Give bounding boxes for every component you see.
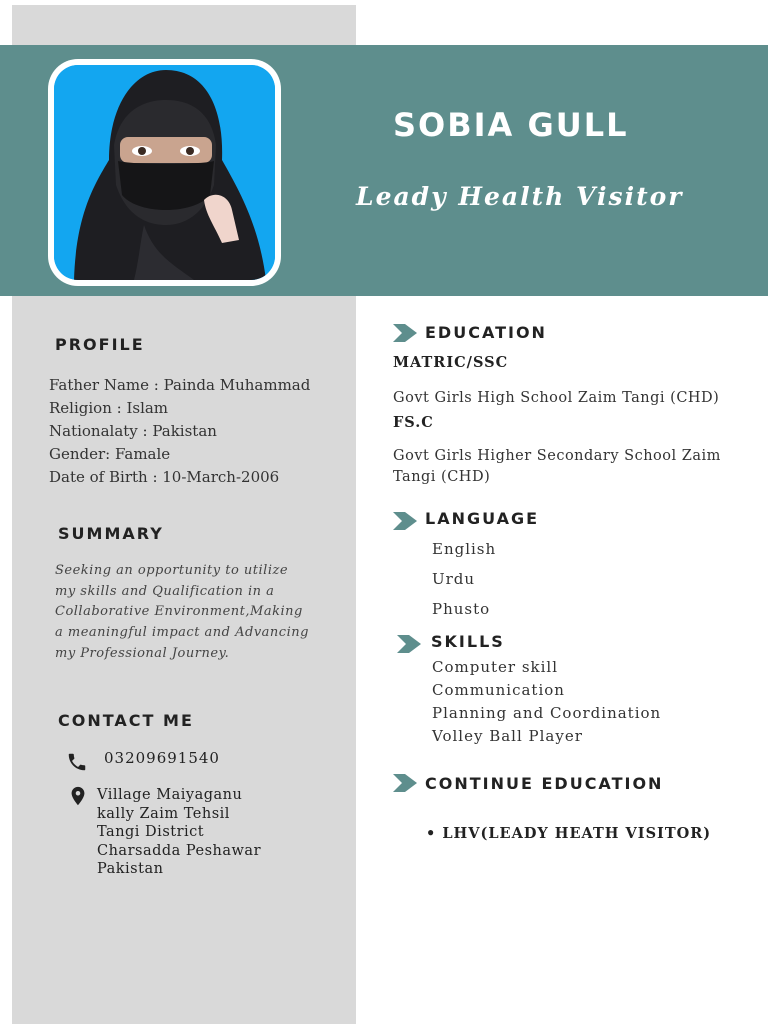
- chevron-right-icon: [393, 324, 417, 342]
- job-title: Leady Health Visitor: [356, 182, 684, 211]
- profile-item: Gender: Famale: [49, 445, 171, 463]
- address: [97, 786, 287, 879]
- summary-text: [55, 561, 345, 665]
- education-degree: MATRIC/SSC: [393, 354, 509, 371]
- summary-heading: SUMMARY: [58, 524, 164, 543]
- language-item: English: [432, 540, 497, 558]
- summary-line: Seeking an opportunity to utilize: [55, 563, 289, 578]
- language-item: Phusto: [432, 600, 491, 618]
- profile-photo-frame: [48, 59, 281, 286]
- phone-number: 03209691540: [104, 749, 220, 767]
- chevron-right-icon: [397, 635, 421, 653]
- skill-item: Planning and Coordination: [432, 704, 662, 722]
- language-list: [432, 534, 496, 624]
- chevron-right-icon: [393, 512, 417, 530]
- summary-line: a meaningful impact and Advancing: [55, 625, 309, 641]
- education-heading: EDUCATION: [425, 323, 547, 342]
- profile-item: Date of Birth : 10-March-2006: [49, 468, 280, 486]
- profile-heading: PROFILE: [55, 335, 145, 354]
- skills-heading: SKILLS: [431, 632, 505, 651]
- profile-item: Father Name : Painda Muhammad: [49, 376, 311, 394]
- chevron-right-icon: [393, 774, 417, 792]
- location-pin-icon: [67, 785, 89, 807]
- address-line: Pakistan: [97, 861, 164, 877]
- skill-item: Communication: [432, 681, 565, 699]
- profile-item: Nationalaty : Pakistan: [49, 422, 217, 440]
- skills-list: [432, 656, 661, 748]
- profile-list: [49, 374, 310, 489]
- summary-line: my Professional Journey.: [55, 645, 230, 661]
- phone-icon: [66, 751, 88, 773]
- address-line: Village Maiyaganu: [97, 787, 243, 803]
- candidate-name: SOBIA GULL: [393, 106, 629, 144]
- education-degree: FS.C: [393, 414, 434, 431]
- profile-photo: [54, 65, 275, 280]
- profile-item: Religion : Islam: [49, 399, 169, 417]
- language-heading: LANGUAGE: [425, 509, 540, 528]
- language-item: Urdu: [432, 570, 476, 588]
- education-school: Govt Girls Higher Secondary School Zaim Tangi (CHD): [393, 448, 721, 485]
- avatar-illustration: [54, 65, 275, 280]
- continue-education-heading: CONTINUE EDUCATION: [425, 774, 664, 793]
- address-line: kally Zaim Tehsil: [97, 805, 230, 822]
- skill-item: Volley Ball Player: [432, 727, 583, 745]
- summary-line: Collaborative Environment,Making: [55, 604, 303, 620]
- address-line: Tangi District: [97, 824, 205, 840]
- skill-item: Computer skill: [432, 658, 559, 676]
- education-school: Govt Girls High School Zaim Tangi (CHD): [393, 390, 720, 406]
- summary-line: my skills and Qualification in a: [55, 583, 275, 599]
- address-line: Charsadda Peshawar: [97, 842, 262, 859]
- continue-education-item: • LHV(LEADY HEATH VISITOR): [426, 825, 712, 842]
- contact-heading: CONTACT ME: [58, 711, 194, 730]
